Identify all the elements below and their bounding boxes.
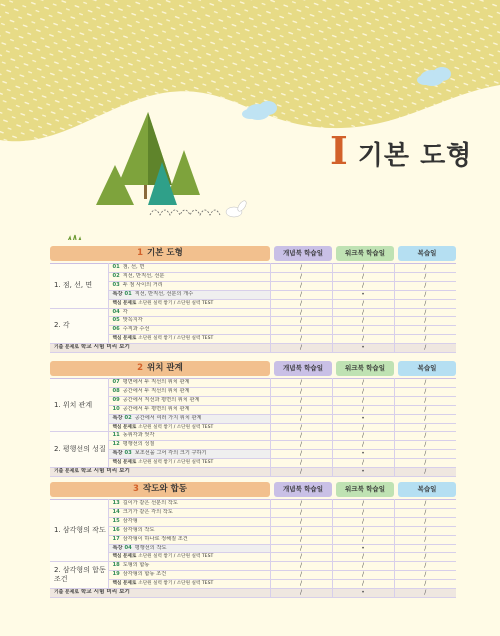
date-slot[interactable]: • [332,344,394,353]
date-slot[interactable]: / [332,571,394,580]
lesson-number: 01 [124,290,132,297]
date-slot[interactable]: / [394,500,456,509]
lesson-cell [108,272,270,281]
lesson-cell [108,500,270,509]
date-slot[interactable]: / [394,553,456,562]
lesson-tag: 핵심 문제로 [112,460,137,466]
date-slot[interactable]: / [332,526,394,535]
date-slot[interactable]: / [270,535,332,544]
lesson-cell [108,308,270,317]
lesson-title: 수직과 수선 [122,326,150,333]
lesson-title: 삼각형의 작도 [122,526,155,533]
lesson-title: 공간에서 두 평면의 위치 관계 [122,405,190,412]
date-slot[interactable]: / [270,553,332,562]
lesson-cell [108,290,270,299]
date-slot[interactable]: / [394,580,456,589]
date-slot[interactable]: / [270,544,332,553]
review-cell [50,468,270,477]
date-slot[interactable]: / [332,553,394,562]
lesson-cell [108,317,270,326]
lesson-cell [108,432,270,441]
group-label: 1. 점, 선, 면 [50,264,108,309]
date-slot[interactable]: / [332,405,394,414]
date-slot[interactable]: / [270,508,332,517]
date-slot[interactable]: / [394,308,456,317]
section-title [50,361,270,376]
date-slot[interactable]: / [332,459,394,468]
section-header [50,482,456,497]
study-section [50,482,456,598]
date-slot[interactable]: • [332,290,394,299]
date-slot[interactable]: / [332,508,394,517]
date-slot[interactable]: / [270,405,332,414]
lesson-title: 삼각형의 합동 조건 [122,571,167,578]
lesson-tag: 핵심 문제로 [112,581,137,587]
date-slot[interactable]: / [394,508,456,517]
table-row [50,281,456,290]
date-slot[interactable]: / [394,379,456,388]
date-slot[interactable]: • [332,414,394,423]
date-slot[interactable]: • [332,544,394,553]
lesson-title: 소단원 실력 쌓기 / 소단원 실력 TEST [138,336,214,342]
section-title [50,482,270,497]
table-row [50,405,456,414]
date-slot[interactable]: / [332,317,394,326]
lesson-number: 19 [112,571,120,578]
lesson-title: 소단원 실력 쌓기 / 소단원 실력 TEST [138,460,214,466]
table-row [50,299,456,308]
table-row [50,326,456,335]
table-row [50,553,456,562]
lesson-cell [108,387,270,396]
table-row [50,423,456,432]
lesson-cell [108,553,270,562]
lesson-number: 03 [124,450,132,457]
date-slot[interactable]: / [394,468,456,477]
lesson-cell [108,423,270,432]
date-slot[interactable]: / [270,450,332,459]
date-slot[interactable]: / [394,535,456,544]
lesson-cell [108,580,270,589]
date-slot[interactable]: / [270,308,332,317]
date-slot[interactable]: / [270,500,332,509]
table-row [50,441,456,450]
lesson-number: 18 [112,562,120,569]
group-label: 2. 평행선의 성질 [50,432,108,468]
section-header [50,361,456,376]
date-slot[interactable]: / [270,414,332,423]
review-row [50,589,456,598]
lesson-number: 12 [112,441,120,448]
date-slot[interactable]: / [270,571,332,580]
column-header: 개념북 학습일 [274,482,332,497]
lesson-number: 05 [112,317,120,324]
date-slot[interactable]: / [270,379,332,388]
date-slot[interactable]: / [332,387,394,396]
lesson-title: 삼각형이 하나로 정해질 조건 [122,535,188,542]
table-row [50,526,456,535]
section-header [50,246,456,261]
date-slot[interactable]: / [394,299,456,308]
date-slot[interactable]: / [394,281,456,290]
date-slot[interactable]: / [332,396,394,405]
date-slot[interactable]: / [270,423,332,432]
date-slot[interactable]: / [270,526,332,535]
date-slot[interactable]: / [394,450,456,459]
table-row [50,500,456,509]
date-slot[interactable]: • [332,450,394,459]
date-slot[interactable]: / [332,335,394,344]
date-slot[interactable]: / [394,272,456,281]
lesson-tag: 핵심 문제로 [112,424,137,430]
review-cell [50,344,270,353]
section-title-text: 작도와 합동 [142,484,187,494]
lesson-tag: 특강 [112,450,123,457]
review-title: 학교 시험 미리 보기 [80,344,130,351]
date-slot[interactable]: / [270,317,332,326]
section-title-text: 기본 도형 [147,248,183,258]
date-slot[interactable]: / [332,535,394,544]
date-slot[interactable]: • [332,468,394,477]
table-row [50,379,456,388]
review-row [50,468,456,477]
date-slot[interactable]: / [332,441,394,450]
study-section [50,361,456,477]
date-slot[interactable]: / [332,281,394,290]
lesson-title: 공간에서 여러 가지 위치 관계 [134,414,202,421]
review-tag: 기출 문제로 [54,345,79,351]
lesson-tag: 핵심 문제로 [112,554,137,560]
lesson-cell [108,535,270,544]
date-slot[interactable]: / [332,562,394,571]
lesson-title: 길이가 같은 선분의 작도 [122,500,178,506]
lesson-number: 01 [112,264,120,270]
date-slot[interactable]: / [270,580,332,589]
date-slot[interactable]: / [394,459,456,468]
lesson-title: 두 점 사이의 거리 [122,281,163,288]
column-header: 워크북 학습일 [336,361,394,376]
lesson-cell [108,544,270,553]
lesson-cell [108,508,270,517]
lesson-title: 맞꼭지각 [122,317,143,324]
lesson-cell [108,562,270,571]
table-row [50,517,456,526]
lesson-tag: 특강 [112,290,123,297]
date-slot[interactable]: / [332,423,394,432]
lesson-number: 16 [112,526,120,533]
date-slot[interactable]: / [332,580,394,589]
lesson-number: 14 [112,508,120,515]
date-slot[interactable]: / [270,468,332,477]
lesson-title: 직선, 반직선, 선분 [122,272,165,279]
lesson-cell [108,414,270,423]
table-row [50,387,456,396]
lesson-cell [108,299,270,308]
date-slot[interactable]: / [394,344,456,353]
date-slot[interactable]: / [332,308,394,317]
column-header: 복습일 [398,361,456,376]
lesson-number: 02 [124,414,132,421]
chapter-roman-numeral: I [330,128,348,173]
table-row [50,450,456,459]
lesson-title: 크기가 같은 각의 작도 [122,508,173,515]
lesson-number: 11 [112,432,120,439]
date-slot[interactable]: / [394,526,456,535]
lesson-number: 17 [112,535,120,542]
date-slot[interactable]: / [394,441,456,450]
lesson-title: 평행선의 작도 [134,544,167,551]
date-slot[interactable]: / [332,326,394,335]
lesson-cell [108,396,270,405]
lesson-title: 평행선의 성질 [122,441,155,448]
table-row [50,308,456,317]
table-row [50,432,456,441]
table-row [50,535,456,544]
table-row [50,335,456,344]
lesson-number: 10 [112,405,120,412]
date-slot[interactable]: / [332,264,394,273]
lesson-title: 소단원 실력 쌓기 / 소단원 실력 TEST [138,300,214,306]
section-number: 1 [137,248,144,258]
date-slot[interactable]: / [270,517,332,526]
date-slot[interactable]: / [394,326,456,335]
date-slot[interactable]: / [270,432,332,441]
date-slot[interactable]: / [394,387,456,396]
lesson-title: 각 [122,308,128,315]
date-slot[interactable]: / [394,544,456,553]
lesson-tag: 특강 [112,414,123,421]
lesson-number: 09 [112,396,120,403]
date-slot[interactable]: / [394,317,456,326]
lesson-cell [108,526,270,535]
group-label: 1. 삼각형의 작도 [50,500,108,562]
lesson-cell [108,450,270,459]
date-slot[interactable]: / [270,281,332,290]
lesson-cell [108,335,270,344]
group-label: 1. 위치 관계 [50,379,108,432]
lesson-title: 공간에서 두 직선의 위치 관계 [122,387,190,394]
table-row [50,290,456,299]
table-row [50,459,456,468]
date-slot[interactable]: / [270,387,332,396]
lesson-number: 06 [112,326,120,333]
column-header: 복습일 [398,246,456,261]
lesson-tag: 핵심 문제로 [112,300,137,306]
date-slot[interactable]: / [270,562,332,571]
date-slot[interactable]: / [332,432,394,441]
table-row [50,562,456,571]
lesson-cell [108,281,270,290]
lesson-title: 점, 선, 면 [122,264,145,270]
date-slot[interactable]: / [394,414,456,423]
date-slot[interactable]: / [394,589,456,598]
table-row [50,508,456,517]
study-table [50,499,456,598]
date-slot[interactable]: / [270,335,332,344]
table-row [50,414,456,423]
lesson-title: 직선, 반직선, 선분의 개수 [134,290,194,297]
table-row [50,396,456,405]
lesson-number: 08 [112,387,120,394]
lesson-cell [108,571,270,580]
date-slot[interactable]: / [332,272,394,281]
review-title: 학교 시험 미리 보기 [80,468,130,475]
lesson-title: 평면에서 두 직선의 위치 관계 [122,379,190,385]
lesson-cell [108,441,270,450]
date-slot[interactable]: / [270,299,332,308]
date-slot[interactable]: / [332,299,394,308]
date-slot[interactable]: / [394,432,456,441]
date-slot[interactable]: / [332,379,394,388]
date-slot[interactable]: / [270,441,332,450]
lesson-title: 보조선을 그어 각의 크기 구하기 [134,450,207,457]
lesson-title: 삼각형 [122,517,138,524]
study-section [50,246,456,353]
date-slot[interactable]: / [270,396,332,405]
review-title: 학교 시험 미리 보기 [80,589,130,596]
lesson-cell [108,459,270,468]
date-slot[interactable]: / [270,589,332,598]
review-tag: 기출 문제로 [54,469,79,475]
lesson-number: 04 [112,308,120,315]
section-number: 3 [133,484,139,494]
table-row [50,264,456,273]
lesson-title: 소단원 실력 쌓기 / 소단원 실력 TEST [138,554,214,560]
lesson-cell [108,379,270,388]
review-cell [50,589,270,598]
date-slot[interactable]: / [394,423,456,432]
date-slot[interactable]: / [394,396,456,405]
review-tag: 기출 문제로 [54,590,79,596]
date-slot[interactable]: / [270,344,332,353]
column-header: 워크북 학습일 [336,482,394,497]
lesson-number: 02 [112,272,120,279]
date-slot[interactable]: / [270,459,332,468]
date-slot[interactable]: / [332,500,394,509]
lesson-title: 소단원 실력 쌓기 / 소단원 실력 TEST [138,581,214,587]
date-slot[interactable]: / [394,405,456,414]
date-slot[interactable]: / [332,517,394,526]
group-label: 2. 각 [50,308,108,344]
section-number: 2 [137,363,144,373]
table-row [50,272,456,281]
lesson-number: 13 [112,500,120,506]
lesson-title: 도형의 합동 [122,562,150,569]
lesson-title: 공간에서 직선과 평면의 위치 관계 [122,396,200,403]
column-header: 개념북 학습일 [274,246,332,261]
chapter-heading [330,128,473,173]
lesson-number: 04 [124,544,132,551]
lesson-tag: 핵심 문제로 [112,336,137,342]
chapter-title: 기본 도형 [357,141,473,171]
date-slot[interactable]: / [394,290,456,299]
date-slot[interactable]: / [394,562,456,571]
date-slot[interactable]: / [270,272,332,281]
column-header: 복습일 [398,482,456,497]
lesson-tag: 특강 [112,544,123,551]
lesson-cell [108,517,270,526]
lesson-number: 07 [112,379,120,385]
date-slot[interactable]: / [394,264,456,273]
section-title-text: 위치 관계 [147,363,183,373]
lesson-title: 동위각과 엇각 [122,432,155,439]
date-slot[interactable]: / [394,571,456,580]
date-slot[interactable]: • [332,589,394,598]
study-table [50,378,456,477]
review-row [50,344,456,353]
lesson-number: 03 [112,281,120,288]
date-slot[interactable]: / [394,335,456,344]
table-row [50,544,456,553]
lesson-cell [108,405,270,414]
date-slot[interactable]: / [394,517,456,526]
lesson-number: 15 [112,517,120,524]
table-row [50,571,456,580]
date-slot[interactable]: / [270,290,332,299]
column-header: 개념북 학습일 [274,361,332,376]
study-table [50,263,456,353]
lesson-cell [108,264,270,273]
date-slot[interactable]: / [270,326,332,335]
group-label: 2. 삼각형의 합동 조건 [50,562,108,589]
table-row [50,317,456,326]
date-slot[interactable]: / [270,264,332,273]
table-row [50,580,456,589]
hero-illustration [0,0,500,240]
section-title [50,246,270,261]
lesson-cell [108,326,270,335]
column-header: 워크북 학습일 [336,246,394,261]
lesson-title: 소단원 실력 쌓기 / 소단원 실력 TEST [138,424,214,430]
